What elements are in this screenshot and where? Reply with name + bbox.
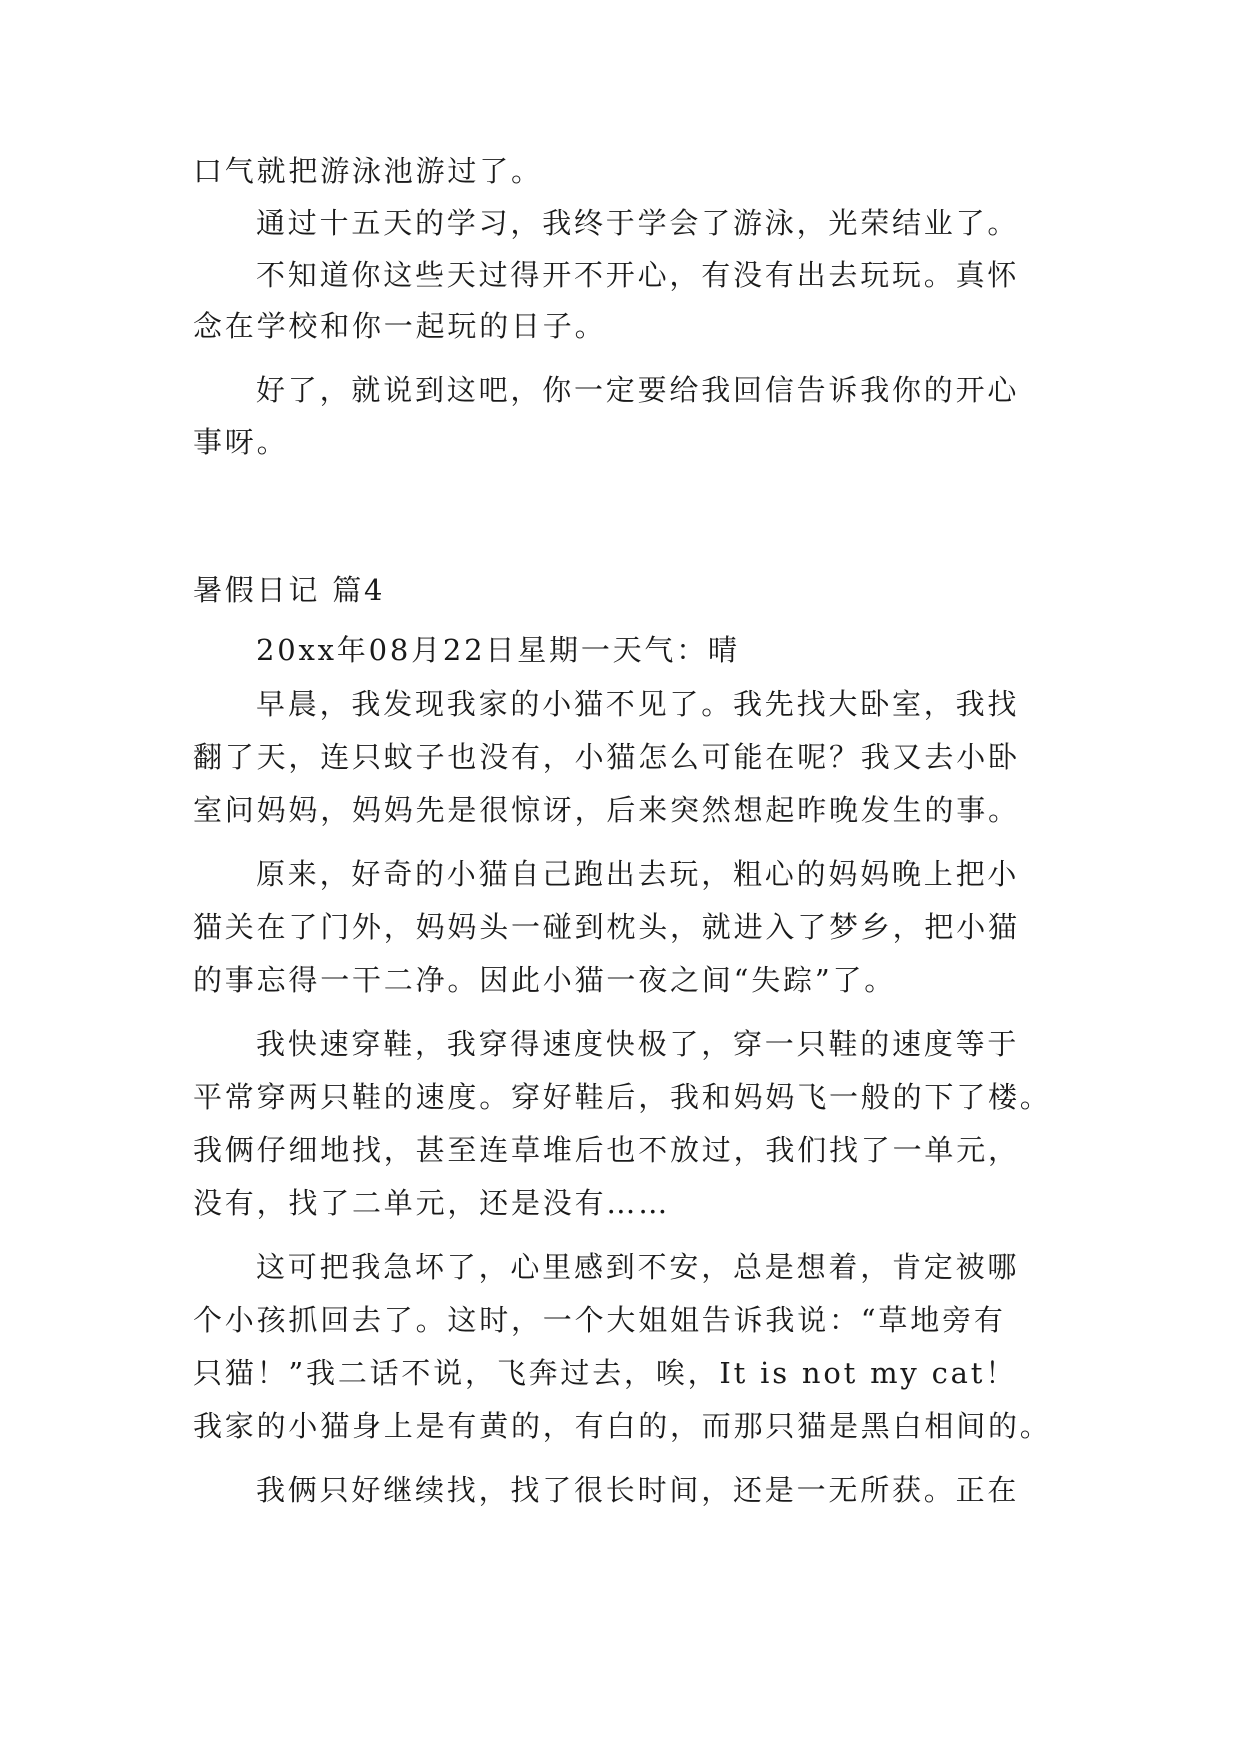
text-line: 早晨，我发现我家的小猫不见了。我先找大卧室，我找 (256, 687, 1020, 721)
text-line: 平常穿两只鞋的速度。穿好鞋后，我和妈妈飞一般的下了楼。 (193, 1080, 1052, 1114)
text-line: 原来，好奇的小猫自己跑出去玩，粗心的妈妈晚上把小 (256, 857, 1020, 891)
text-line: 念在学校和你一起玩的日子。 (193, 309, 607, 343)
text-line: 好了，就说到这吧，你一定要给我回信告诉我你的开心 (256, 373, 1020, 407)
text-line: 不知道你这些天过得开不开心，有没有出去玩玩。真怀 (256, 258, 1020, 292)
text-line: 口气就把游泳池游过了。 (193, 154, 543, 188)
text-line: 事呀。 (193, 425, 289, 459)
text-line: 通过十五天的学习，我终于学会了游泳，光荣结业了。 (256, 206, 1020, 240)
text-line: 我俩仔细地找，甚至连草堆后也不放过，我们找了一单元， (193, 1133, 1020, 1167)
text-line: 我家的小猫身上是有黄的，有白的，而那只猫是黑白相间的。 (193, 1409, 1052, 1443)
text-line: 我俩只好继续找，找了很长时间，还是一无所获。正在 (256, 1473, 1020, 1507)
text-line: 猫关在了门外，妈妈头一碰到枕头，就进入了梦乡，把小猫 (193, 910, 1020, 944)
text-line: 没有，找了二单元，还是没有…… (193, 1186, 671, 1220)
text-line: 只猫！”我二话不说，飞奔过去，唉，It is not my cat！ (193, 1356, 1018, 1390)
diary-date-weather: 20xx年08月22日星期一天气：晴 (256, 633, 740, 667)
section-heading: 暑假日记 篇4 (193, 573, 386, 607)
text-line: 这可把我急坏了，心里感到不安，总是想着，肯定被哪 (256, 1250, 1020, 1284)
text-line: 的事忘得一干二净。因此小猫一夜之间“失踪”了。 (193, 963, 897, 997)
text-line: 室问妈妈，妈妈先是很惊讶，后来突然想起昨晚发生的事。 (193, 793, 1020, 827)
text-line: 翻了天，连只蚊子也没有，小猫怎么可能在呢？我又去小卧 (193, 740, 1020, 774)
text-line: 个小孩抓回去了。这时，一个大姐姐告诉我说：“草地旁有 (193, 1303, 1006, 1337)
text-line: 我快速穿鞋，我穿得速度快极了，穿一只鞋的速度等于 (256, 1027, 1020, 1061)
